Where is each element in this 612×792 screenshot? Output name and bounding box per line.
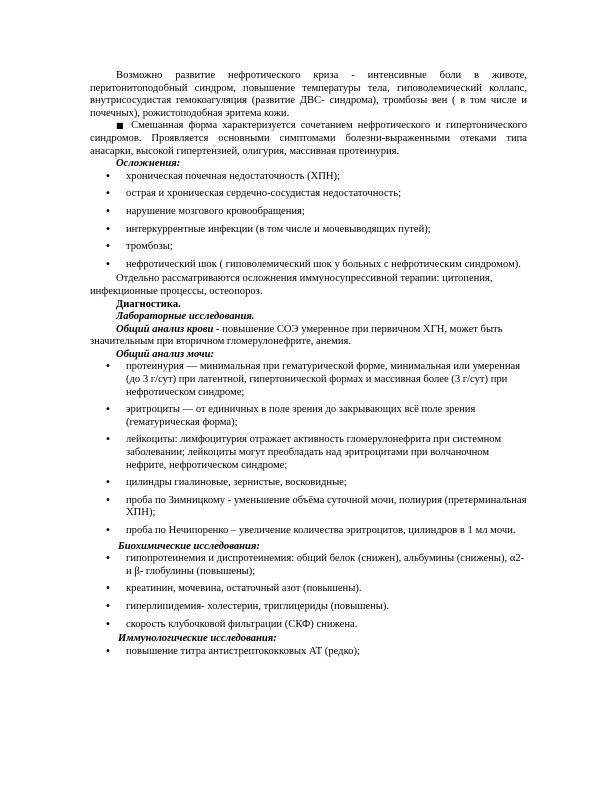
diagnostics-heading: Диагностика. bbox=[116, 298, 181, 310]
list-item: • тромбозы; bbox=[90, 241, 527, 254]
list-item: • проба по Зимницкому - уменьшение объёма суточной мочи, полиурия (претерминальная ХПН); bbox=[90, 495, 527, 520]
list-item: • повышение титра антистрептококковых АТ (редко); bbox=[90, 646, 527, 659]
list-item: • нарушение мозгового кровообращения; bbox=[90, 206, 527, 219]
biochemical-list bbox=[90, 553, 527, 631]
list-item: • цилиндры гиалиновые, зернистые, восковидные; bbox=[90, 477, 527, 490]
list-item: • острая и хроническая сердечно-сосудистая недостаточность; bbox=[90, 188, 527, 201]
paragraph-nephrotic-crisis: Возможно развитие нефротического криза - интенсивные боли в животе, перитонитоподобный синдром, повышение температуры тела, гиповолемический коллапс, внутрисосудистая гемокоагуляция (развитие ДВС- синдрома), тромбозы вен ( в том числе и почечных), рожистоподобная эритема кожи. bbox=[90, 70, 527, 119]
mixed-form-text: Смешанная форма характеризуется сочетанием нефротического и гипертонического синдромов. Проявляется основными симптомами болезни-выраженными отеками типа анасарки, высокой гипертензией, олигурия, массивная протеинурия. bbox=[90, 120, 528, 157]
list-item: • эритроциты — от единичных в поле зрения до закрывающих всё поле зрения (гематурическая форма); bbox=[90, 404, 527, 429]
immunological-studies-heading: Иммунологические исследования: bbox=[118, 633, 277, 645]
square-bullet-icon: ■ bbox=[116, 121, 127, 131]
list-item: • скорость клубочковой фильтрации (СКФ) снижена. bbox=[90, 619, 527, 632]
page-content bbox=[90, 70, 527, 663]
complications-list bbox=[90, 171, 527, 272]
list-item: • хроническая почечная недостаточность (ХПН); bbox=[90, 171, 527, 184]
biochemical-studies-heading: Биохимические исследования: bbox=[118, 540, 260, 552]
paragraph-mixed-form bbox=[90, 120, 527, 158]
list-item: • проба по Нечипоренко – увеличение количества эритроцитов, цилиндров в 1 мл мочи. bbox=[90, 525, 527, 538]
lab-studies-heading: Лабораторные исследования. bbox=[116, 311, 255, 323]
paragraph-blood-test bbox=[90, 324, 527, 349]
list-item: • интеркуррентные инфекции (в том числе и мочевыводящих путей); bbox=[90, 224, 527, 237]
urine-test-heading: Общий анализ мочи: bbox=[116, 348, 215, 360]
list-item: • нефротический шок ( гиповолемический шок у больных с нефротическим синдромом). bbox=[90, 259, 527, 272]
list-item: • креатинин, мочевина, остаточный азот (повышены). bbox=[90, 583, 527, 596]
paragraph-immunosuppressive-complications: Отдельно рассматриваются осложнения иммуносупрессивной терапии: цитопения, инфекционные процессы, остеопороз. bbox=[90, 273, 493, 297]
list-item: • протеинурия — минимальная при гематурической форме, минимальная или умеренная (до 3 г/сут) при латентной, гипертонической формах и массивная более (3 г/сут) при нефротическом синдроме; bbox=[90, 361, 527, 399]
complications-heading: Осложнения: bbox=[116, 158, 181, 170]
list-item: • лейкоциты: лимфоцитурия отражает активность гломерулонефрита при системном заболевании; лейкоциты могут преобладать над эритроцитами при волчаночном нефрите, нефротическом синдроме; bbox=[90, 434, 527, 472]
list-item: • гиперлипидемия- холестерин, триглицериды (повышены). bbox=[90, 601, 527, 614]
blood-test-label: Общий анализ крови - bbox=[116, 323, 220, 335]
list-item: • гипопротеинемия и диспротеинемия: общий белок (снижен), альбумины (снижены), α2- и β- глобулины (повышены); bbox=[90, 553, 527, 578]
blood-test-text: повышение СОЭ умеренное при первичном ХГН, может быть значительным при вторичном гломерулонефрите, анемия. bbox=[90, 323, 503, 348]
immunological-list bbox=[90, 646, 527, 659]
urine-test-list bbox=[90, 361, 527, 537]
